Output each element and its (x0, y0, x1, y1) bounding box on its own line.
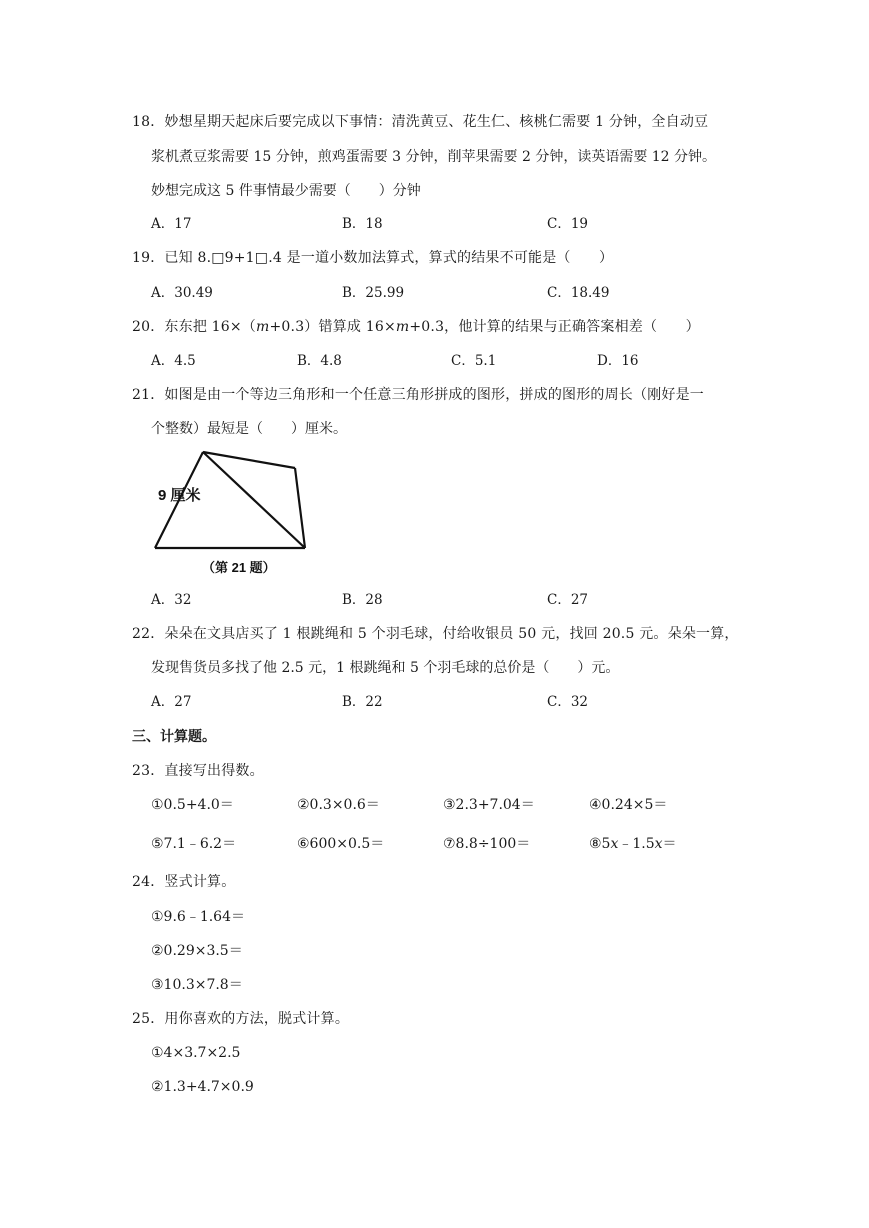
q20-option-c: C．5.1 (451, 353, 497, 369)
q23-item-8-part-b: ﹣1.5 (618, 836, 655, 852)
q22-stem-line-2: 发现售货员多找了他 2.5 元，1 根跳绳和 5 个羽毛球的总价是（ ）元。 (151, 660, 620, 676)
q18-option-c: C．19 (547, 216, 589, 232)
q19-option-c: C．18.49 (547, 285, 610, 301)
section-heading-calculation: 三、计算题。 (132, 729, 216, 745)
q19-option-b: B．25.99 (342, 285, 405, 301)
q20-option-b: B．4.8 (297, 353, 342, 369)
q24-stem: 24．竖式计算。 (132, 874, 236, 890)
q20-option-d: D．16 (597, 353, 639, 369)
q23-item-4: ④0.24×5＝ (589, 797, 668, 813)
q23-stem: 23．直接写出得数。 (132, 763, 264, 779)
q24-item-2: ②0.29×3.5＝ (151, 943, 243, 959)
q21-option-a: A．32 (151, 592, 192, 608)
q19-stem: 19．已知 8.□9+1□.4 是一道小数加法算式，算式的结果不可能是（ ） (132, 250, 614, 266)
q20-stem-part-a: 20．东东把 16×（ (132, 319, 257, 335)
q22-option-c: C．32 (547, 694, 589, 710)
figure-caption: （第 21 题） (202, 560, 276, 575)
q19-option-a: A．30.49 (151, 285, 213, 301)
q25-item-1: ①4×3.7×2.5 (151, 1045, 241, 1061)
q18-stem-line-3: 妙想完成这 5 件事情最少需要（ ）分钟 (151, 183, 421, 199)
q23-item-8-part-a: ⑧5 (589, 836, 611, 852)
q20-option-a: A．4.5 (151, 353, 196, 369)
q20-stem (132, 317, 700, 337)
q25-item-2: ②1.3+4.7×0.9 (151, 1079, 254, 1095)
q20-stem-part-b: +0.3）错算成 16× (269, 319, 396, 335)
q23-item-8 (589, 834, 677, 854)
q21-option-b: B．28 (342, 592, 383, 608)
q21-stem-line-1: 21．如图是由一个等边三角形和一个任意三角形拼成的图形，拼成的图形的周长（刚好是一 (132, 387, 705, 403)
q22-option-b: B．22 (342, 694, 383, 710)
q23-item-2: ②0.3×0.6＝ (297, 797, 380, 813)
q23-item-7: ⑦8.8÷100＝ (443, 836, 531, 852)
q23-item-8-part-c: ＝ (662, 836, 677, 852)
q21-stem-line-2: 个整数）最短是（ ）厘米。 (151, 421, 347, 437)
q21-triangle-figure (150, 444, 315, 584)
q23-item-3: ③2.3+7.04＝ (443, 797, 535, 813)
q22-stem-line-1: 22．朵朵在文具店买了 1 根跳绳和 5 个羽毛球，付给收银员 50 元，找回 20.5 元。朵朵一算， (132, 626, 739, 642)
q23-item-6: ⑥600×0.5＝ (297, 836, 385, 852)
q25-stem: 25．用你喜欢的方法，脱式计算。 (132, 1011, 350, 1027)
q18-stem-line-1: 18．妙想星期天起床后要完成以下事情：清洗黄豆、花生仁、核桃仁需要 1 分钟，全自动豆 (132, 114, 709, 130)
q18-option-b: B．18 (342, 216, 383, 232)
q23-item-1: ①0.5+4.0＝ (151, 797, 234, 813)
side-length-label: 9 厘米 (158, 487, 201, 504)
q21-option-c: C．27 (547, 592, 589, 608)
q24-item-1: ①9.6﹣1.64＝ (151, 909, 245, 925)
q20-variable-m: m (256, 319, 270, 335)
q18-option-a: A．17 (151, 216, 192, 232)
q20-variable-m-2: m (395, 319, 410, 335)
q22-option-a: A．27 (151, 694, 192, 710)
q20-stem-part-c: +0.3，他计算的结果与正确答案相差（ ） (409, 319, 700, 335)
q23-item-5: ⑤7.1﹣6.2＝ (151, 836, 237, 852)
q23-variable-x: x (610, 836, 619, 852)
q23-variable-x-2: x (654, 836, 663, 852)
q18-stem-line-2: 浆机煮豆浆需要 15 分钟，煎鸡蛋需要 3 分钟，削苹果需要 2 分钟，读英语需要 12 分钟。 (151, 149, 717, 165)
q24-item-3: ③10.3×7.8＝ (151, 977, 243, 993)
